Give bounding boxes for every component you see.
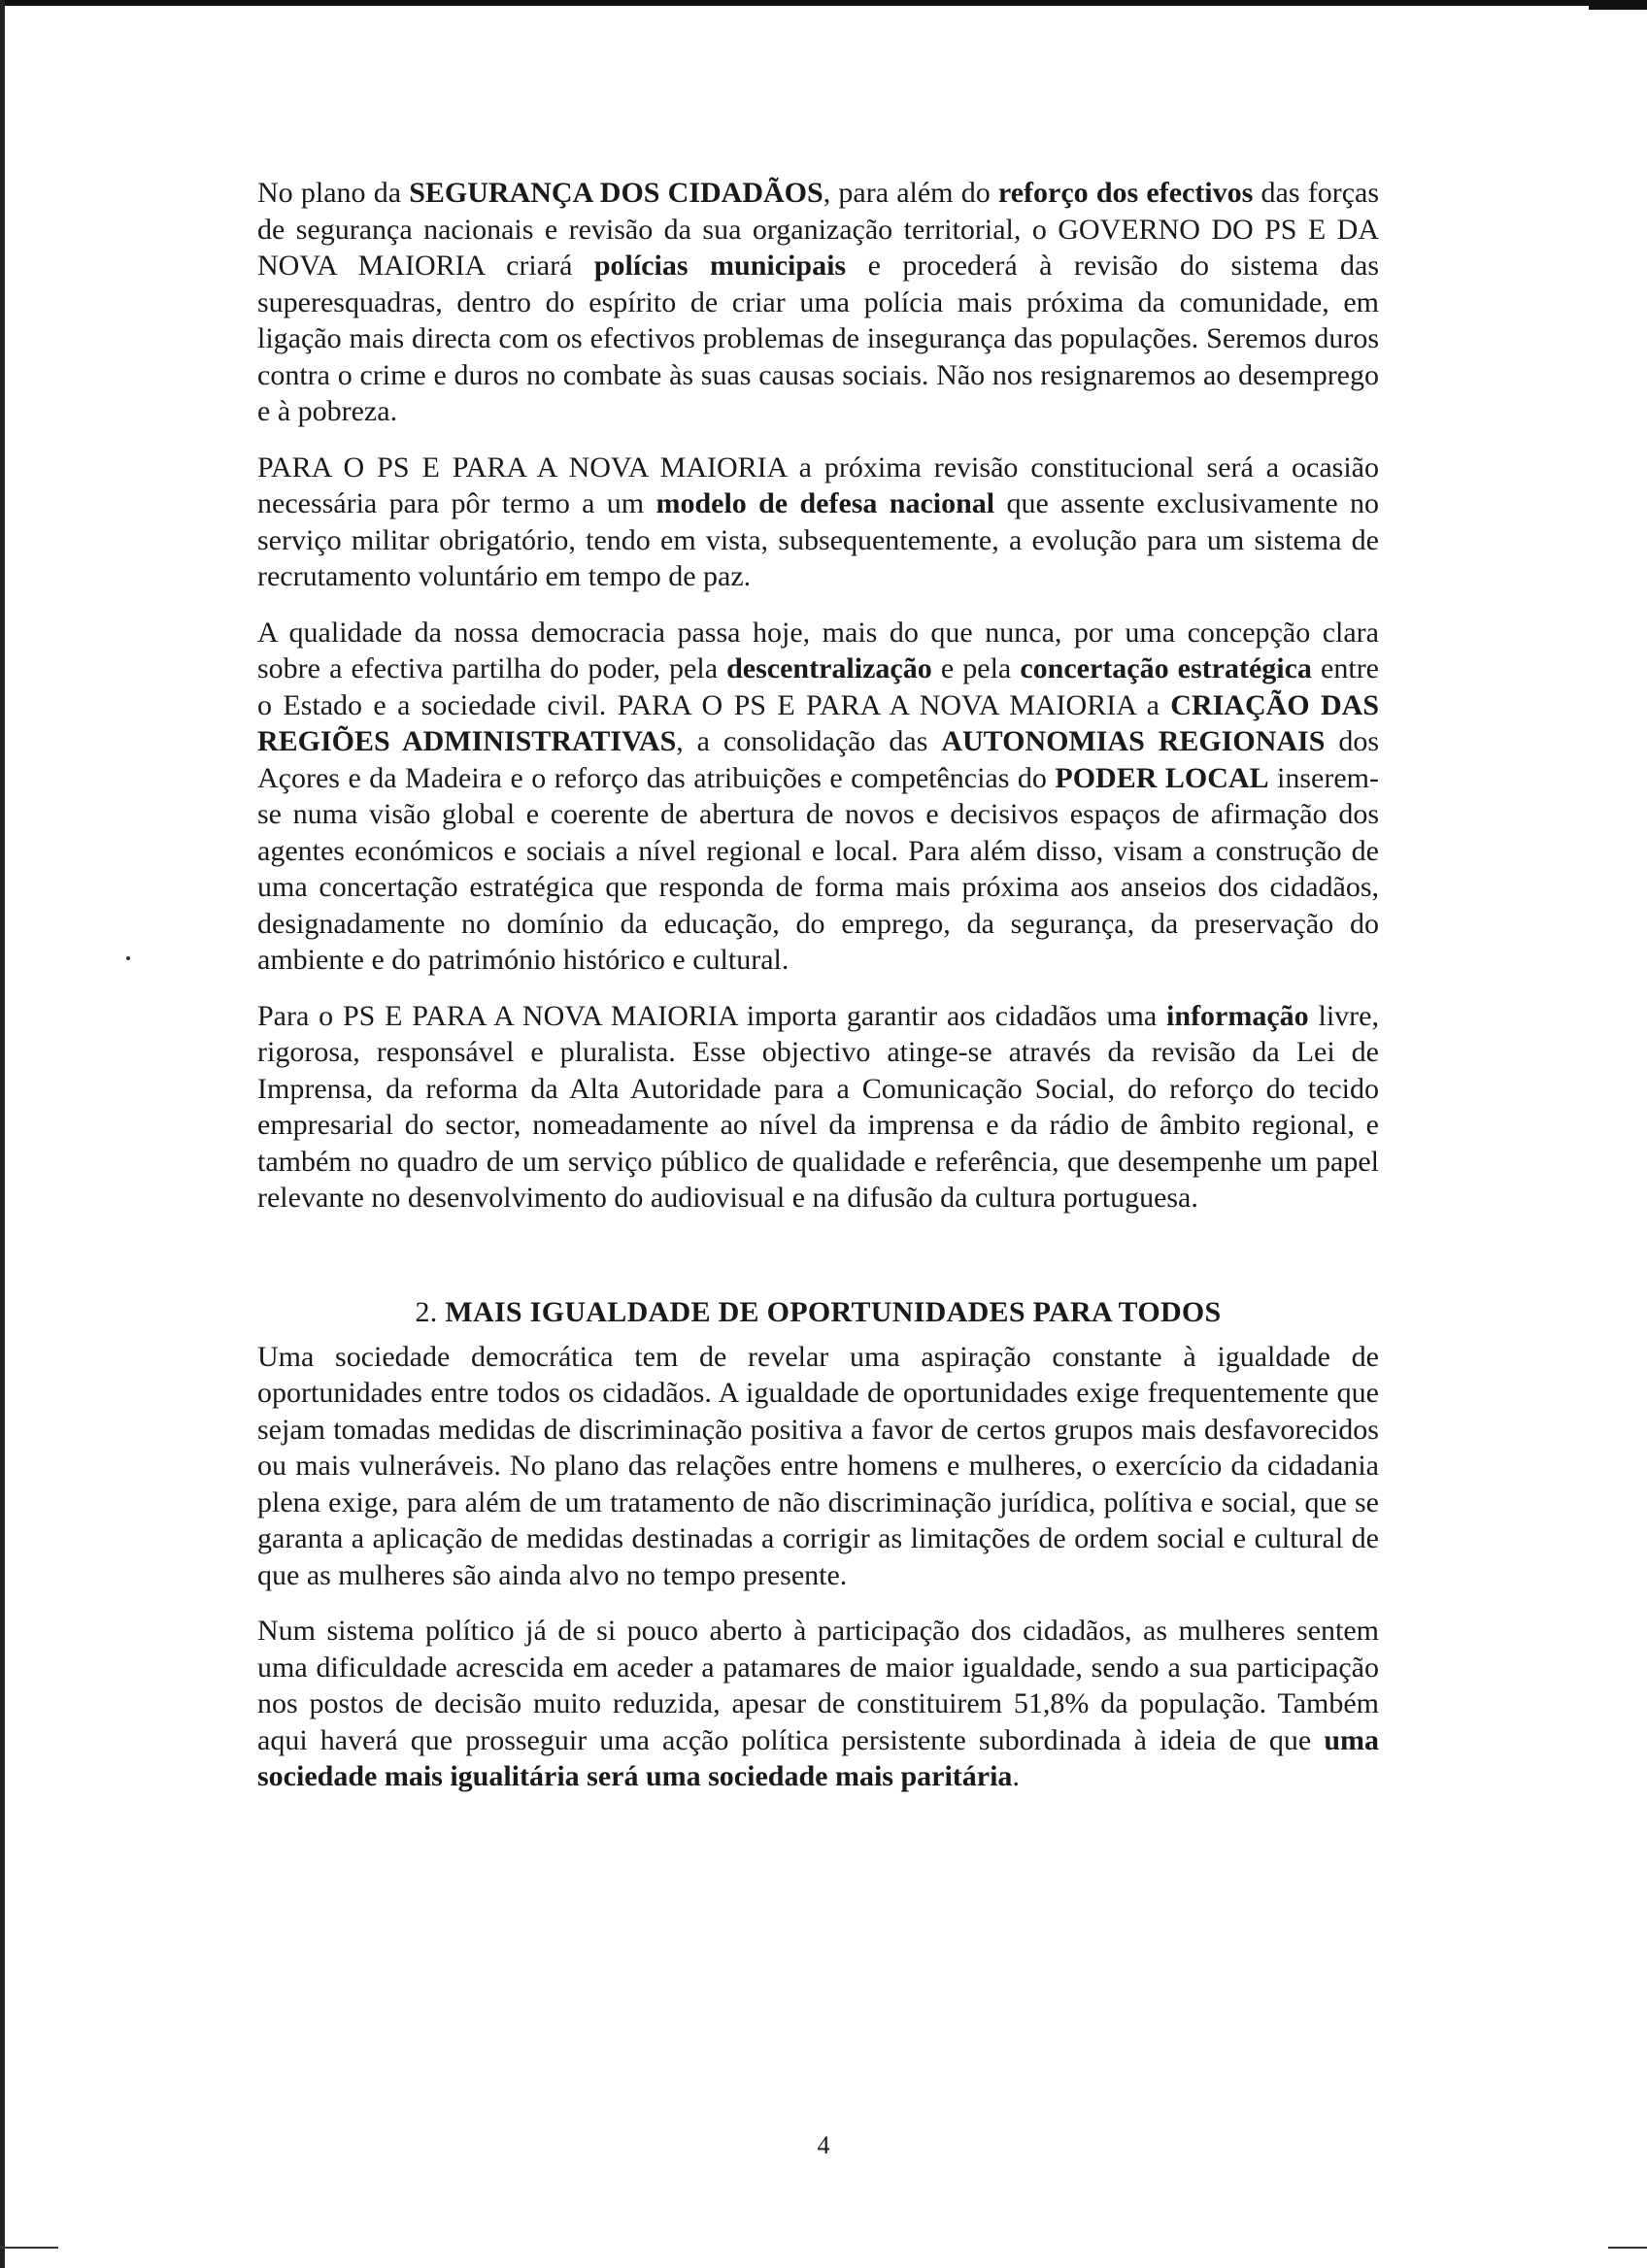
text-run: das forças de segurança nacionais e revisão da sua organização territorial, o GOVERNO DO PS E DA NOVA MAIORIA criará	[257, 177, 1379, 282]
bold-text: polícias municipais	[593, 250, 847, 282]
section-number: 2.	[415, 1295, 438, 1328]
paragraph	[257, 1613, 1379, 1795]
bold-text: concertação estratégica	[1020, 652, 1312, 684]
text-run: , a consolidação das	[676, 725, 942, 757]
bold-text: AUTONOMIAS REGIONAIS	[941, 725, 1326, 757]
text-run: entre o Estado e a sociedade civil. PARA O PS E PARA A NOVA MAIORIA a	[257, 652, 1379, 721]
scan-edge-mark-bottom-left	[0, 2247, 58, 2249]
text-run: No plano da	[257, 177, 410, 209]
text-run: inserem-se numa visão global e coerente de abertura de novos e decisivos espaços de afirmação dos agentes económicos e sociais a nível regional e local. Para além disso, visam a construção de uma concertação estratégica que responda de forma mais próxima aos anseios dos cidadãos, designadamente no domínio da educação, do emprego, da segurança, da preservação do ambiente e do património histórico e cultural.	[257, 761, 1379, 976]
text-run: e procederá à revisão do sistema das superesquadras, dentro do espírito de criar uma polícia mais próxima da comunidade, em ligação mais directa com os efectivos problemas de insegurança das populações. Seremos duros contra o crime e duros no combate às suas causas sociais. Não nos resignaremos ao desemprego e à pobreza.	[257, 250, 1380, 427]
text-run: livre, rigorosa, responsável e pluralista. Esse objectivo atinge-se através da revisão da Lei de Imprensa, da reforma da Alta Autoridade para a Comunicação Social, do reforço do tecido empresarial do sector, nomeadamente ao nível da imprensa e da rádio de âmbito regional, e também no quadro de um serviço público de qualidade e referência, que desempenhe um papel relevante no desenvolvimento do audiovisual e na difusão da cultura portuguesa.	[257, 999, 1379, 1214]
scan-speck	[126, 956, 130, 960]
paragraph	[257, 175, 1379, 430]
paragraph	[257, 450, 1379, 595]
bold-text: uma sociedade mais igualitária será uma sociedade mais paritária	[257, 1723, 1379, 1792]
bold-text: modelo de defesa nacional	[655, 487, 995, 519]
text-run: dos Açores e da Madeira e o reforço das atribuições e competências do	[257, 725, 1379, 794]
scan-edge-mark-bottom-right	[1608, 2247, 1647, 2249]
section-heading	[257, 1296, 1379, 1329]
page-number: 4	[817, 2131, 830, 2159]
text-run: .	[1012, 1760, 1020, 1792]
bold-text: informação	[1166, 999, 1309, 1032]
paragraph	[257, 998, 1379, 1217]
text-run: Uma sociedade democrática tem de revelar uma aspiração constante à igualdade de oportunidades entre todos os cidadãos. A igualdade de oportunidades exige frequentemente que sejam tomadas medidas de discriminação positiva a favor de certos grupos mais desfavorecidos ou mais vulneráveis. No plano das relações entre homens e mulheres, o exercício da cidadania plena exige, para além de um tratamento de não discriminação jurídica, polítiva e social, que se garanta a aplicação de medidas destinadas a corrigir as limitações de ordem social e cultural de que as mulheres são ainda alvo no tempo presente.	[257, 1340, 1379, 1591]
paragraphs-top	[257, 175, 1379, 1217]
text-run: A qualidade da nossa democracia passa hoje, mais do que nunca, por uma concepção clara sobre a efectiva partilha do poder, pela	[257, 616, 1379, 684]
text-run: Para o PS E PARA A NOVA MAIORIA importa garantir aos cidadãos uma	[257, 999, 1167, 1032]
text-run: PARA O PS E PARA A NOVA MAIORIA a próxima revisão constitucional será a ocasião necessária para pôr termo a um	[257, 450, 1379, 519]
bold-text: PODER LOCAL	[1055, 761, 1269, 794]
bold-text: reforço dos efectivos	[997, 177, 1254, 209]
bold-text: SEGURANÇA DOS CIDADÃOS	[409, 177, 824, 209]
text-run: e pela	[931, 652, 1021, 684]
text-run: Num sistema político já de si pouco aberto à participação dos cidadãos, as mulheres sentem uma dificuldade acrescida em aceder a patamares de maior igualdade, sendo a sua participação nos postos de decisão muito reduzida, apesar de constituirem 51,8% da população. Também aqui haverá que prosseguir uma acção política persistente subordinada à ideia de que	[257, 1615, 1379, 1756]
text-run: , para além do	[823, 177, 998, 209]
bold-text: CRIAÇÃO DAS REGIÕES ADMINISTRATIVAS	[257, 688, 1379, 757]
scan-edge-mark	[1589, 0, 1647, 10]
text-run: que assente exclusivamente no serviço militar obrigatório, tendo em vista, subsequentemente, a evolução para um sistema de recrutamento voluntário em tempo de paz.	[257, 487, 1379, 592]
bold-text: descentralização	[726, 652, 932, 684]
paragraphs-bottom	[257, 1339, 1379, 1795]
paragraph	[257, 615, 1379, 979]
document-page	[257, 175, 1379, 1815]
scan-edge-left	[0, 0, 5, 2268]
scan-edge-top	[0, 0, 1647, 6]
section-title: MAIS IGUALDADE DE OPORTUNIDADES PARA TODOS	[445, 1295, 1222, 1328]
paragraph	[257, 1339, 1379, 1594]
